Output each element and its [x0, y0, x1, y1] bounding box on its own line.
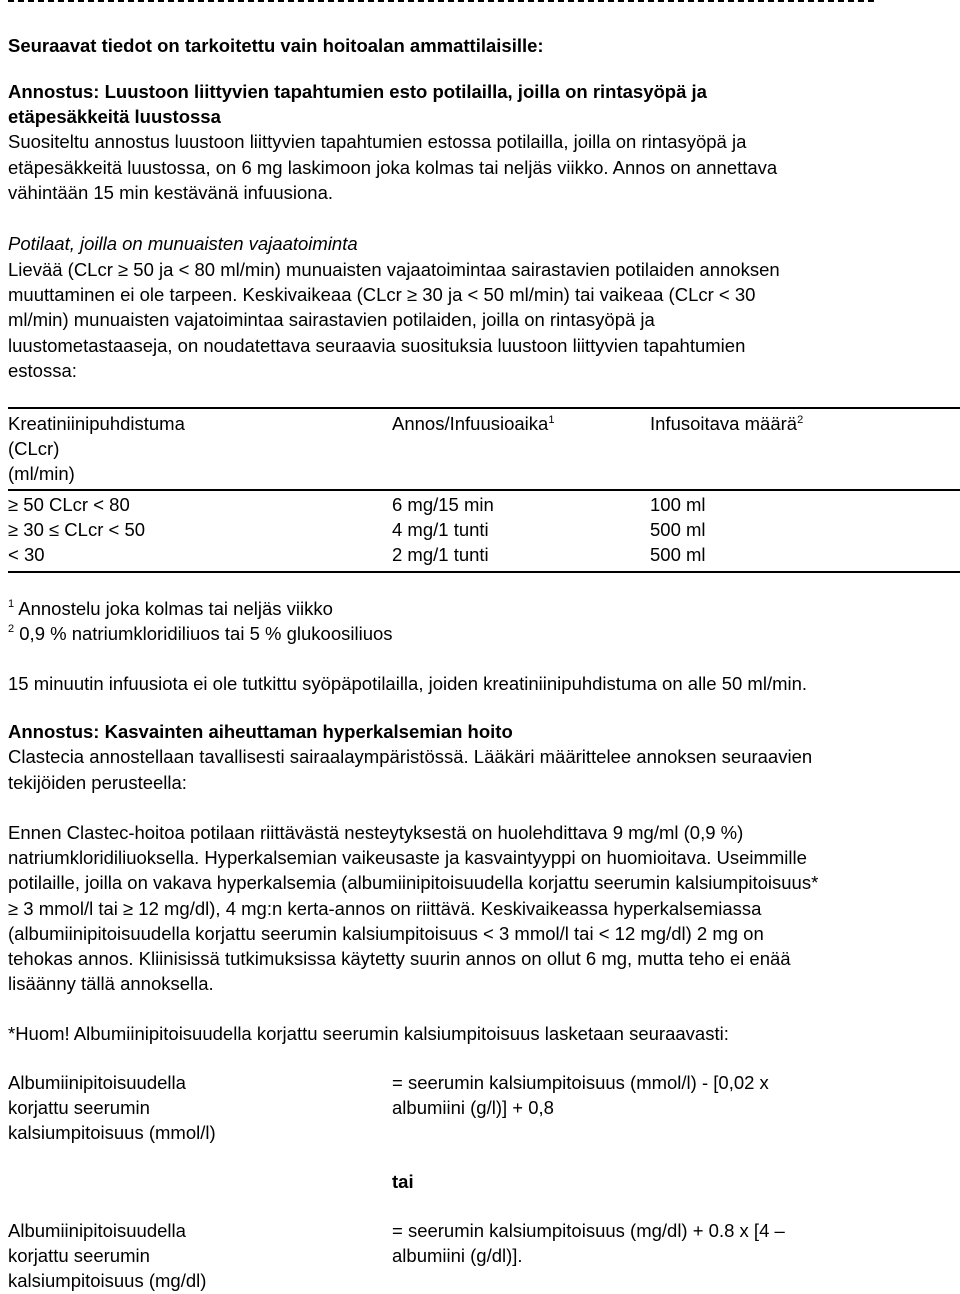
section2-para-line: ≥ 3 mmol/l tai ≥ 12 mg/dl), 4 mg:n kerta-annos on riittävä. Keskivaikeassa hyperkalsemiassa — [8, 898, 762, 919]
section2-para-line: lisäänny tällä annoksella. — [8, 973, 214, 994]
formula1-expression-line: albumiini (g/l)] + 0,8 — [392, 1097, 554, 1118]
or-word: tai — [392, 1171, 414, 1192]
table-header-clcr-line: Kreatiniinipuhdistuma — [8, 413, 185, 434]
renal-body-line: luustometastaaseja, on noudatettava seuraavia suosituksia luustoon liittyvien tapahtumien — [8, 335, 746, 356]
footnote-2: $^2$ 0,9 % natriumkloridiliuos tai 5 % glukoosiliuos — [8, 623, 393, 644]
huom-note: *Huom! Albumiinipitoisuudella korjattu seerumin kalsiumpitoisuus lasketaan seuraavasti: — [8, 1023, 729, 1044]
section2-para-line: natriumkloridiliuoksella. Hyperkalsemian vaikeusaste ja kasvaintyyppi on huomioitava. Useimmille — [8, 847, 807, 868]
section2-body-line: tekijöiden perusteella: — [8, 772, 187, 793]
formula1-label-line: kalsiumpitoisuus (mmol/l) — [8, 1122, 216, 1143]
table-cell-volume: 100 ml — [650, 494, 706, 515]
formula2-label-line: korjattu seerumin — [8, 1245, 150, 1266]
formula2-label-line: Albumiinipitoisuudella — [8, 1220, 186, 1241]
renal-subtitle: Potilaat, joilla on munuaisten vajaatoiminta — [8, 233, 358, 254]
table-cell-volume: 500 ml — [650, 544, 706, 565]
section1-title-line2: etäpesäkkeitä luustossa — [8, 106, 221, 127]
table-cell-clcr: ≥ 50 CLcr < 80 — [8, 494, 130, 515]
formula2-label-line: kalsiumpitoisuus (mg/dl) — [8, 1270, 207, 1291]
formula2-expression-line: albumiini (g/dl)]. — [392, 1245, 523, 1266]
section1-title-line1: Annostus: Luustoon liittyvien tapahtumien esto potilailla, joilla on rintasyöpä ja — [8, 81, 707, 102]
table-cell-dose: 6 mg/15 min — [392, 494, 494, 515]
section2-para-line: Ennen Clastec-hoitoa potilaan riittävästä nesteytyksestä on huolehdittava 9 mg/ml (0,9 %) — [8, 822, 744, 843]
section2-body-line: Clastecia annostellaan tavallisesti sairaalaympäristössä. Lääkäri määrittelee annoksen seuraavien — [8, 746, 813, 767]
table-cell-volume: 500 ml — [650, 519, 706, 540]
table-top-rule — [8, 407, 960, 409]
section1-body-line: etäpesäkkeitä luustossa, on 6 mg laskimoon joka kolmas tai neljäs viikko. Annos on annettava — [8, 157, 778, 178]
section2-title: Annostus: Kasvainten aiheuttaman hyperkalsemian hoito — [8, 721, 513, 742]
table-cell-dose: 2 mg/1 tunti — [392, 544, 489, 565]
formula1-label-line: korjattu seerumin — [8, 1097, 150, 1118]
top-dashed-rule — [8, 0, 874, 8]
hcp-heading: Seuraavat tiedot on tarkoitettu vain hoitoalan ammattilaisille: — [8, 35, 544, 56]
footnote-1: $^1$ Annostelu joka kolmas tai neljäs viikko — [8, 598, 333, 619]
section2-para-line: tehokas annos. Kliinisissä tutkimuksissa käytetty suurin annos on ollut 6 mg, mutta teho ei enää — [8, 948, 791, 969]
formula1-label-line: Albumiinipitoisuudella — [8, 1072, 186, 1093]
note-15-min: 15 minuutin infuusiota ei ole tutkittu syöpäpotilailla, joiden kreatiniinipuhdistuma on alle 50 ml/min. — [8, 673, 808, 694]
table-bottom-rule — [8, 571, 960, 573]
table-header-clcr-line: (CLcr) — [8, 438, 60, 459]
formula2-expression-line: = seerumin kalsiumpitoisuus (mg/dl) + 0.8 x [4 – — [392, 1220, 785, 1241]
section1-body-line: vähintään 15 min kestävänä infuusiona. — [8, 182, 333, 203]
section2-para-line: (albumiinipitoisuudella korjattu seerumin kalsiumpitoisuus < 3 mmol/l tai < 12 mg/dl) 2 mg on — [8, 923, 764, 944]
table-header-dose: Annos/Infuusioaika$^1$ — [392, 413, 555, 434]
section2-para-line: potilaille, joilla on vakava hyperkalsemia (albumiinipitoisuudella korjattu seerumin kalsiumpitoisuus* — [8, 872, 819, 893]
table-header-volume: Infusoitava määrä$^2$ — [650, 413, 804, 434]
renal-body-line: muuttaminen ei ole tarpeen. Keskivaikeaa (CLcr ≥ 30 ja < 50 ml/min) tai vaikeaa (CLcr < 30 — [8, 284, 756, 305]
table-header-clcr-line: (ml/min) — [8, 463, 75, 484]
section1-body-line: Suositeltu annostus luustoon liittyvien tapahtumien estossa potilailla, joilla on rintasyöpä ja — [8, 131, 747, 152]
table-header-rule — [8, 489, 960, 491]
renal-body-line: estossa: — [8, 360, 77, 381]
renal-body-line: Lievää (CLcr ≥ 50 ja < 80 ml/min) munuaisten vajaatoimintaa sairastavien potilaiden annoksen — [8, 259, 780, 280]
renal-body-line: ml/min) munuaisten vajatoimintaa sairastavien potilaiden, joilla on rintasyöpä ja — [8, 309, 655, 330]
formula1-expression-line: = seerumin kalsiumpitoisuus (mmol/l) - [0,02 x — [392, 1072, 769, 1093]
table-cell-clcr: < 30 — [8, 544, 45, 565]
table-cell-clcr: ≥ 30 ≤ CLcr < 50 — [8, 519, 146, 540]
table-cell-dose: 4 mg/1 tunti — [392, 519, 489, 540]
